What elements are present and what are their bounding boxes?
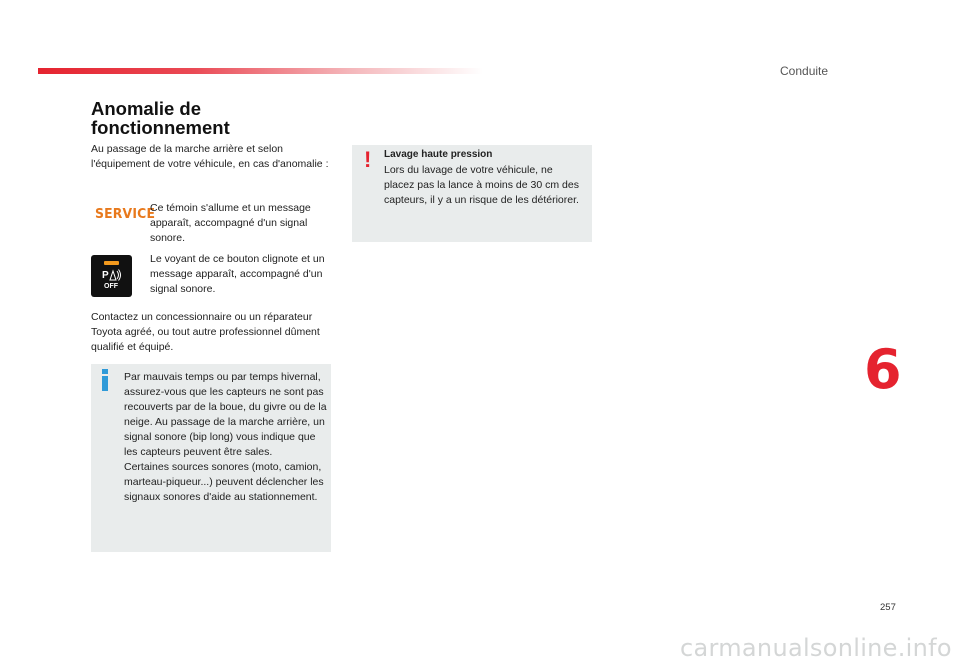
service-indicator-description: Ce témoin s'allume et un message apparaît, accompagné d'un signal sonore. xyxy=(150,202,311,244)
info-box-text: Par mauvais temps ou par temps hivernal, assurez-vous que les capteurs ne sont pas recouverts par de la boue, du givre ou de la neige. Au passage de la marche arrière, un signal sonore (bip long) vous indique que les capteurs peuvent être sales. Certaines sources sonores (moto, camion, marteau-piqueur...) peuvent déclencher les signaux sonores d'aide au stationnement. xyxy=(124,371,327,503)
button-led-indicator xyxy=(104,261,119,265)
section-title-line1: Anomalie de xyxy=(91,98,201,119)
svg-text:P: P xyxy=(102,270,109,281)
watermark: carmanualsonline.info xyxy=(680,634,952,662)
info-icon xyxy=(100,369,110,391)
chapter-label: Conduite xyxy=(780,64,829,78)
parking-button-description: Le voyant de ce bouton clignote et un message apparaît, accompagné d'un signal sonore. xyxy=(150,253,325,295)
section-title xyxy=(91,99,230,137)
warning-icon: ! xyxy=(364,147,372,172)
intro-paragraph: Au passage de la marche arrière et selon l'équipement de votre véhicule, en cas d'anomalie : xyxy=(91,143,329,170)
warning-box-title: Lavage haute pression xyxy=(384,149,493,160)
service-warning-icon: SERVICE xyxy=(95,206,156,222)
off-label: OFF xyxy=(104,283,118,290)
page-number: 257 xyxy=(880,602,896,613)
contact-paragraph: Contactez un concessionnaire ou un réparateur Toyota agréé, ou tout autre professionnel dûment qualifié et équipé. xyxy=(91,311,320,353)
chapter-number: 6 xyxy=(864,338,902,401)
parking-sensor-symbol xyxy=(102,268,122,283)
header-accent-bar xyxy=(38,68,483,74)
warning-box-text: Lors du lavage de votre véhicule, ne placez pas la lance à moins de 30 cm des capteurs, il y a un risque de les détériorer. xyxy=(384,164,579,206)
section-title-line2: fonctionnement xyxy=(91,117,230,138)
parking-sensor-off-icon xyxy=(91,255,132,297)
